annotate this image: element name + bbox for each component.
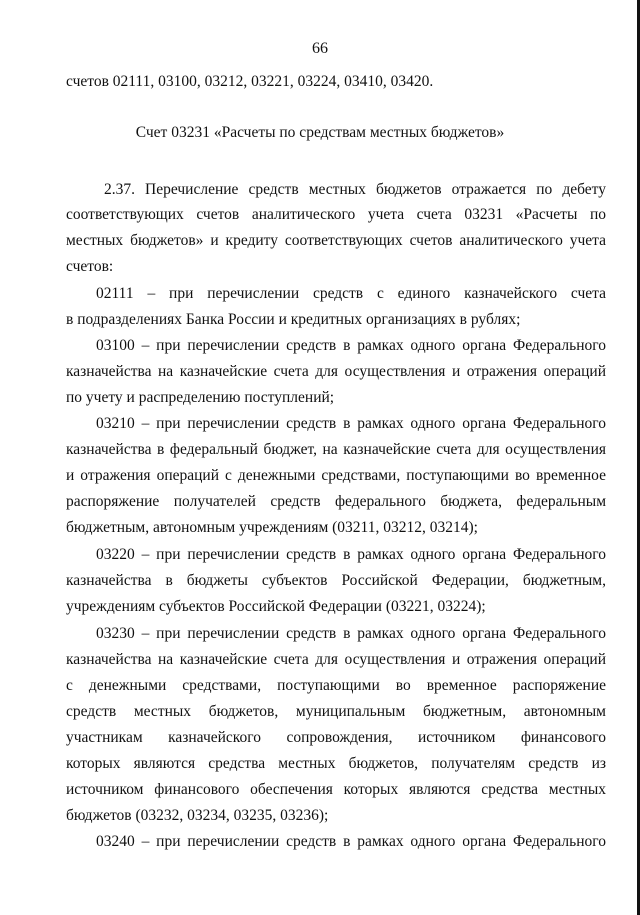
text-line: 02111 – при перечислении средств с единого казначейского счета [96, 285, 606, 302]
text-line: и отражения операций с денежными средствами, поступающими во временное [66, 467, 606, 484]
text-line: участникам казначейского сопровождения, источником финансового [66, 729, 606, 746]
text-line: бюджетным, автономным учреждениям (03211, 03212, 03214); [66, 519, 478, 536]
text-line: источником финансового обеспечения которых являются средства местных [66, 781, 606, 798]
text-line: бюджетов (03232, 03234, 03235, 03236); [66, 807, 329, 824]
text-line: счетов 02111, 03100, 03212, 03221, 03224, 03410, 03420. [66, 73, 434, 90]
text-line: местных бюджетов» и кредиту соответствующих счетов аналитического учета [66, 232, 606, 249]
text-line: 2.37. Перечисление средств местных бюджетов отражается по дебету [104, 181, 606, 198]
text-line: 03100 – при перечислении средств в рамках одного органа Федерального [96, 337, 606, 354]
text-line: казначейства в федеральный бюджет, на казначейские счета для осуществления [66, 441, 606, 458]
section-heading: Счет 03231 «Расчеты по средствам местных бюджетов» [135, 124, 505, 141]
text-line: казначейства на казначейские счета для осуществления и отражения операций [66, 363, 606, 380]
text-line: 03220 – при перечислении средств в рамках одного органа Федерального [96, 546, 606, 563]
text-line: по учету и распределению поступлений; [66, 389, 335, 406]
text-line: 03230 – при перечислении средств в рамках одного органа Федерального [96, 625, 606, 642]
text-line: которых являются средства местных бюджетов, получателям средств из [66, 755, 606, 772]
text-line: средств местных бюджетов, муниципальным бюджетным, автономным [66, 703, 606, 720]
page-number: 66 [312, 40, 328, 57]
text-line: соответствующих счетов аналитического учета счета 03231 «Расчеты по [66, 206, 606, 223]
text-line: счетов: [66, 258, 114, 275]
text-line: 03240 – при перечислении средств в рамках одного органа Федерального [96, 833, 606, 850]
text-line: казначейства на казначейские счета для осуществления и отражения операций [66, 651, 606, 668]
text-line: с денежными средствами, поступающими во временное распоряжение [66, 677, 606, 694]
text-line: распоряжение получателей средств федерального бюджета, федеральным [66, 493, 606, 510]
text-line: в подразделениях Банка России и кредитных организациях в рублях; [66, 311, 521, 328]
text-line: казначейства в бюджеты субъектов Российской Федерации, бюджетным, [66, 572, 606, 589]
text-line: учреждениям субъектов Российской Федерации (03221, 03224); [66, 598, 486, 615]
text-line: 03210 – при перечислении средств в рамках одного органа Федерального [96, 415, 606, 432]
